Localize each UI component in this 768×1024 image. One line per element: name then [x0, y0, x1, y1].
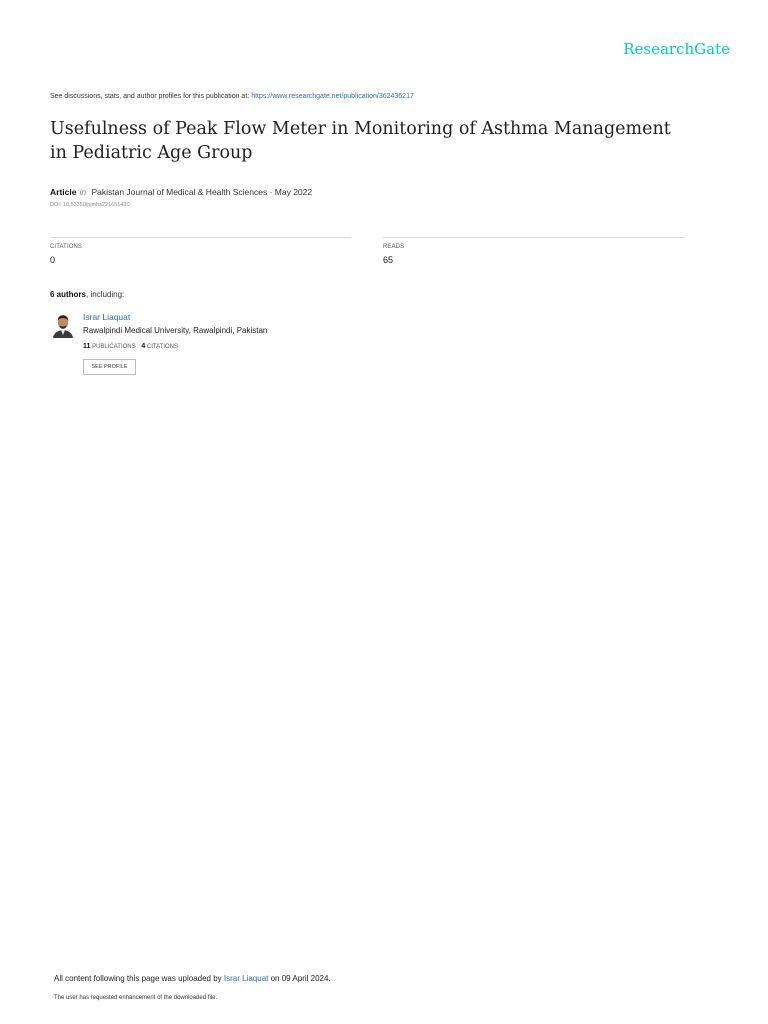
citations-value: 0 [50, 255, 56, 265]
citations-divider [50, 237, 351, 238]
upload-suffix: on 09 April 2024. [270, 974, 331, 983]
publication-type: Article [50, 187, 77, 197]
journal-date: Pakistan Journal of Medical & Health Sciences · May 2022 [91, 187, 313, 197]
doi: DOI: 10.53350/pjmhs221651430 [50, 202, 130, 208]
authors-heading [50, 290, 124, 299]
author-counts [83, 343, 178, 350]
uploader-link[interactable]: Israr Liaquat [223, 974, 269, 983]
author-citations-count: 4 [141, 343, 146, 350]
citations-label: CITATIONS [50, 244, 83, 250]
reads-label: READS [383, 244, 405, 250]
in-label: in [79, 187, 87, 197]
authors-including: , including: [86, 290, 125, 299]
publications-count: 11 [83, 343, 91, 350]
reads-divider [383, 237, 684, 238]
discussion-note [50, 93, 414, 100]
publication-link[interactable]: https://www.researchgate.net/publication/362436217 [251, 93, 414, 100]
publication-title: Usefulness of Peak Flow Meter in Monitoring of Asthma Management in Pediatric Age Group [50, 119, 671, 163]
see-profile-button[interactable]: SEE PROFILE [83, 359, 136, 375]
enhancement-note: The user has requested enhancement of the downloaded file. [54, 995, 218, 1001]
reads-value: 65 [383, 255, 394, 265]
author-citations-label: CITATIONS [146, 344, 179, 350]
author-name-link[interactable]: Israr Liaquat [83, 312, 131, 322]
researchgate-logo: ResearchGate [623, 40, 730, 58]
upload-prefix: All content following this page was uploaded by [54, 974, 222, 983]
author-affiliation: Rawalpindi Medical University, Rawalpindi, Pakistan [83, 326, 268, 335]
author-photo-icon [52, 312, 74, 338]
publications-label: PUBLICATIONS [92, 344, 136, 350]
discussion-text: See discussions, stats, and author profiles for this publication at: [50, 93, 250, 100]
authors-count: 6 authors [50, 290, 87, 299]
upload-note [54, 974, 331, 983]
publication-meta [50, 187, 312, 197]
author-avatar[interactable] [52, 312, 74, 338]
